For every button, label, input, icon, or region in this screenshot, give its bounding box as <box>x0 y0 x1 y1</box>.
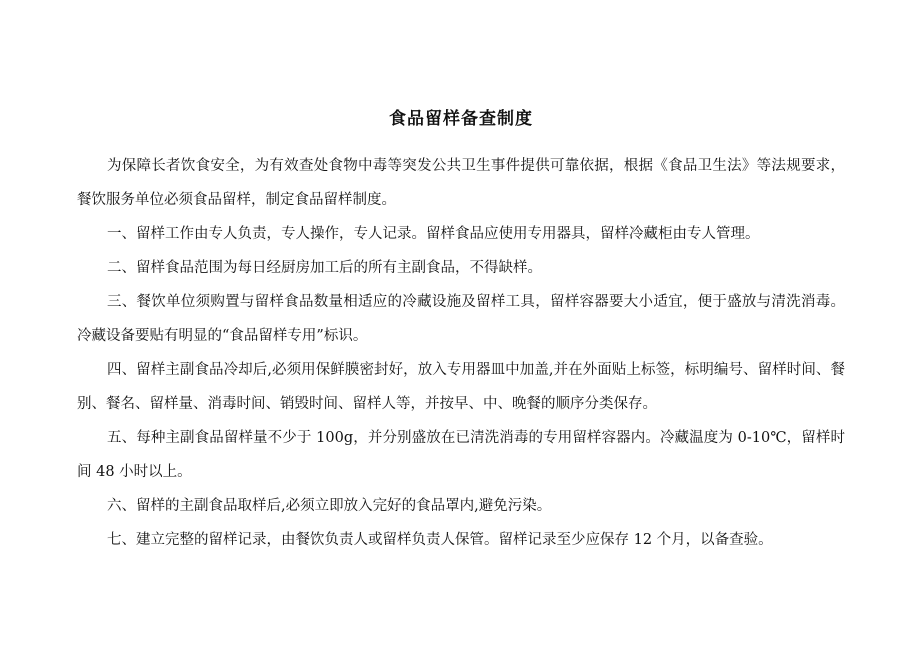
paragraph-item-5: 五、每种主副食品留样量不少于 100g，并分别盛放在已清洗消毒的专用留样容器内。冷藏温度为 0-10℃，留样时间 48 小时以上。 <box>77 430 845 480</box>
paragraph-item-4: 四、留样主副食品冷却后,必须用保鲜膜密封好，放入专用器皿中加盖,并在外面贴上标签，标明编号、留样时间、餐别、餐名、留样量、消毒时间、销毁时间、留样人等，并按早、中、晚餐的顺序分类保存。 <box>77 362 845 412</box>
paragraph-item-7: 七、建立完整的留样记录，由餐饮负责人或留样负责人保管。留样记录至少应保存 12 个月，以备查验。 <box>107 532 773 548</box>
paragraph-intro: 为保障长者饮食安全，为有效查处食物中毒等突发公共卫生事件提供可靠依据，根据《食品卫生法》等法规要求，餐饮服务单位必须食品留样，制定食品留样制度。 <box>77 158 845 208</box>
paragraph-item-3: 三、餐饮单位须购置与留样食品数量相适应的冷藏设施及留样工具，留样容器要大小适宜，便于盛放与清洗消毒。冷藏设备要贴有明显的“食品留样专用”标识。 <box>77 294 845 344</box>
paragraph-item-6: 六、留样的主副食品取样后,必须立即放入完好的食品罩内,避免污染。 <box>107 498 552 514</box>
paragraph-item-2: 二、留样食品范围为每日经厨房加工后的所有主副食品，不得缺样。 <box>107 260 542 276</box>
document-title: 食品留样备查制度 <box>389 109 533 129</box>
paragraph-item-1: 一、留样工作由专人负责，专人操作，专人记录。留样食品应使用专用器具，留样冷藏柜由专人管理。 <box>107 226 760 242</box>
